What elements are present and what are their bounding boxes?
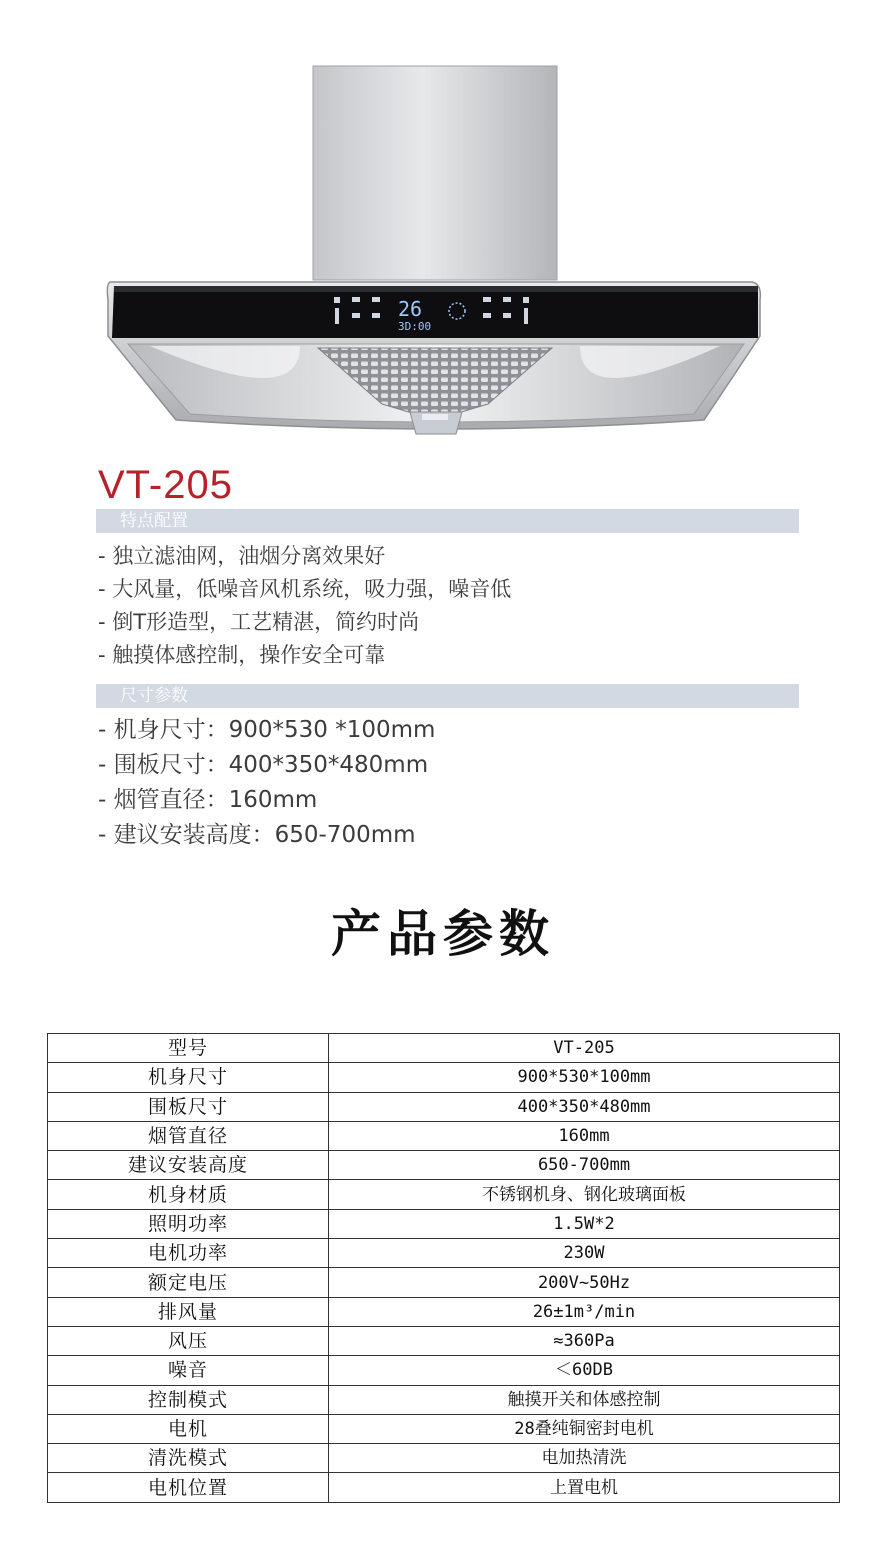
param-label: 控制模式 [48, 1385, 329, 1414]
params-table [47, 1033, 840, 1503]
chimney [313, 66, 557, 280]
display-temperature: 26 [398, 297, 423, 321]
display-time: 3D:00 [398, 320, 432, 333]
param-label: 建议安装高度 [48, 1151, 329, 1180]
param-label: 照明功率 [48, 1209, 329, 1238]
table-row [48, 1180, 840, 1209]
dimensions-header: 尺寸参数 [96, 684, 799, 708]
table-row [48, 1092, 840, 1121]
table-row [48, 1297, 840, 1326]
param-label: 围板尺寸 [48, 1092, 329, 1121]
param-label: 烟管直径 [48, 1121, 329, 1150]
param-value: 230W [329, 1239, 840, 1268]
param-value: ≈360Pa [329, 1326, 840, 1355]
table-row [48, 1239, 840, 1268]
table-row [48, 1414, 840, 1443]
param-label: 机身尺寸 [48, 1063, 329, 1092]
param-value: 触摸开关和体感控制 [329, 1385, 840, 1414]
param-value: 26±1m³/min [329, 1297, 840, 1326]
table-row [48, 1151, 840, 1180]
table-row [48, 1209, 840, 1238]
param-value: 900*530*100mm [329, 1063, 840, 1092]
params-heading: 产品参数 [331, 905, 555, 963]
table-row [48, 1444, 840, 1473]
control-panel [112, 286, 758, 338]
feature-item: - 大风量，低噪音风机系统，吸力强，噪音低 [98, 577, 512, 601]
param-label: 电机功率 [48, 1239, 329, 1268]
table-row [48, 1326, 840, 1355]
range-hood-image [0, 0, 886, 460]
feature-item: - 倒T形造型，工艺精湛，简约时尚 [98, 610, 420, 634]
param-value: 400*350*480mm [329, 1092, 840, 1121]
param-value: ＜60DB [329, 1356, 840, 1385]
table-row [48, 1356, 840, 1385]
dimension-item: - 机身尺寸：900*530 *100mm [98, 717, 436, 743]
param-value: 上置电机 [329, 1473, 840, 1502]
param-value: 28叠纯铜密封电机 [329, 1414, 840, 1443]
feature-item: - 触摸体感控制，操作安全可靠 [98, 643, 386, 667]
param-value: 1.5W*2 [329, 1209, 840, 1238]
param-value: 电加热清洗 [329, 1444, 840, 1473]
param-label: 额定电压 [48, 1268, 329, 1297]
param-value: 200V~50Hz [329, 1268, 840, 1297]
param-label: 噪音 [48, 1356, 329, 1385]
param-label: 机身材质 [48, 1180, 329, 1209]
model-title: VT-205 [98, 463, 233, 507]
param-label: 型号 [48, 1034, 329, 1063]
param-label: 电机位置 [48, 1473, 329, 1502]
param-label: 风压 [48, 1326, 329, 1355]
param-value: VT-205 [329, 1034, 840, 1063]
param-label: 排风量 [48, 1297, 329, 1326]
table-row [48, 1063, 840, 1092]
table-row [48, 1268, 840, 1297]
param-label: 清洗模式 [48, 1444, 329, 1473]
dimension-item: - 围板尺寸：400*350*480mm [98, 752, 429, 778]
dimensions-list [98, 713, 435, 853]
table-row [48, 1121, 840, 1150]
param-label: 电机 [48, 1414, 329, 1443]
table-row [48, 1473, 840, 1502]
param-value: 160mm [329, 1121, 840, 1150]
param-value: 不锈钢机身、钢化玻璃面板 [329, 1180, 840, 1209]
features-list [98, 540, 511, 672]
dimension-item: - 烟管直径：160mm [98, 787, 318, 813]
table-row [48, 1385, 840, 1414]
feature-item: - 独立滤油网，油烟分离效果好 [98, 544, 386, 568]
features-header: 特点配置 [96, 509, 799, 533]
table-row [48, 1034, 840, 1063]
param-value: 650-700mm [329, 1151, 840, 1180]
dimension-item: - 建议安装高度：650-700mm [98, 822, 416, 848]
